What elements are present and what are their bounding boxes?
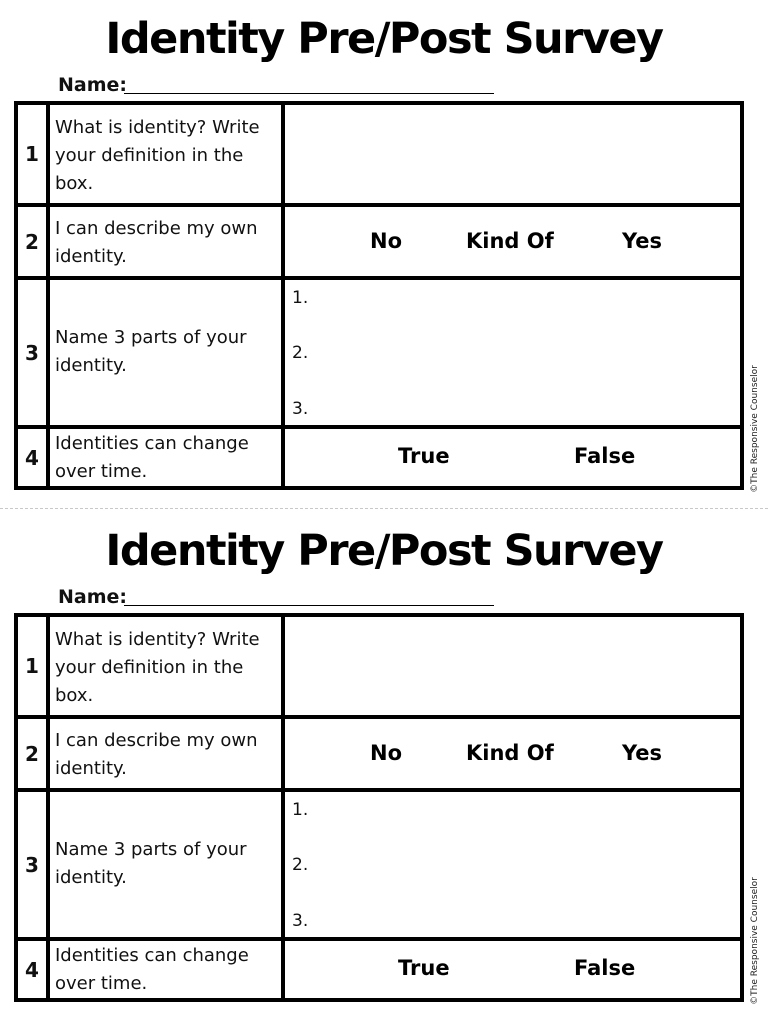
question-text: What is identity? Write your definition in the box. xyxy=(55,117,260,194)
question-text: Identities can change over time. xyxy=(55,945,249,994)
question-row-4 xyxy=(18,941,740,998)
name-label: Name: xyxy=(58,586,128,608)
name-field[interactable] xyxy=(124,93,494,94)
survey-sheet-top xyxy=(0,0,768,505)
list-item-3: 3. xyxy=(292,911,309,931)
list-item-3: 3. xyxy=(292,399,309,419)
question-row-2 xyxy=(18,207,740,276)
credit-text: ©The Responsive Counselor xyxy=(750,365,760,493)
credit-text: ©The Responsive Counselor xyxy=(750,877,760,1005)
question-number: 2 xyxy=(25,229,39,254)
copyright-credit xyxy=(744,364,766,494)
option-kind-of[interactable]: Kind Of xyxy=(466,741,554,765)
option-false[interactable]: False xyxy=(574,956,636,980)
list-item-2: 2. xyxy=(292,855,309,875)
question-row-1 xyxy=(18,617,740,715)
option-yes[interactable]: Yes xyxy=(622,741,663,765)
list-item-1: 1. xyxy=(292,288,309,308)
question-number: 1 xyxy=(25,654,39,678)
question-number: 1 xyxy=(25,142,39,166)
survey-table xyxy=(14,101,744,490)
question-text: I can describe my own identity. xyxy=(55,730,258,779)
option-no[interactable]: No xyxy=(370,741,403,765)
question-text: Name 3 parts of your identity. xyxy=(55,839,247,888)
name-field[interactable] xyxy=(124,605,494,606)
question-number: 4 xyxy=(25,445,39,470)
question-text: I can describe my own identity. xyxy=(55,218,258,267)
survey-title: Identity Pre/Post Survey xyxy=(105,14,663,64)
question-number: 2 xyxy=(25,741,39,766)
question-text: Name 3 parts of your identity. xyxy=(55,327,247,376)
option-no[interactable]: No xyxy=(370,229,403,253)
question-row-3 xyxy=(18,792,740,937)
option-true[interactable]: True xyxy=(398,444,450,468)
list-item-2: 2. xyxy=(292,343,309,363)
option-yes[interactable]: Yes xyxy=(622,229,663,253)
question-row-1 xyxy=(18,105,740,203)
question-row-4 xyxy=(18,429,740,486)
question-number: 4 xyxy=(25,957,39,982)
question-text: Identities can change over time. xyxy=(55,433,249,482)
list-item-1: 1. xyxy=(292,800,309,820)
cut-line xyxy=(0,508,768,509)
question-number: 3 xyxy=(25,340,39,365)
name-label: Name: xyxy=(58,74,128,96)
survey-title: Identity Pre/Post Survey xyxy=(105,526,663,576)
question-row-2 xyxy=(18,719,740,788)
question-row-3 xyxy=(18,280,740,425)
option-true[interactable]: True xyxy=(398,956,450,980)
question-number: 3 xyxy=(25,852,39,877)
question-text: What is identity? Write your definition in the box. xyxy=(55,629,260,706)
copyright-credit xyxy=(744,876,766,1006)
survey-table xyxy=(14,613,744,1002)
option-kind-of[interactable]: Kind Of xyxy=(466,229,554,253)
option-false[interactable]: False xyxy=(574,444,636,468)
survey-sheet-bottom xyxy=(0,512,768,1017)
